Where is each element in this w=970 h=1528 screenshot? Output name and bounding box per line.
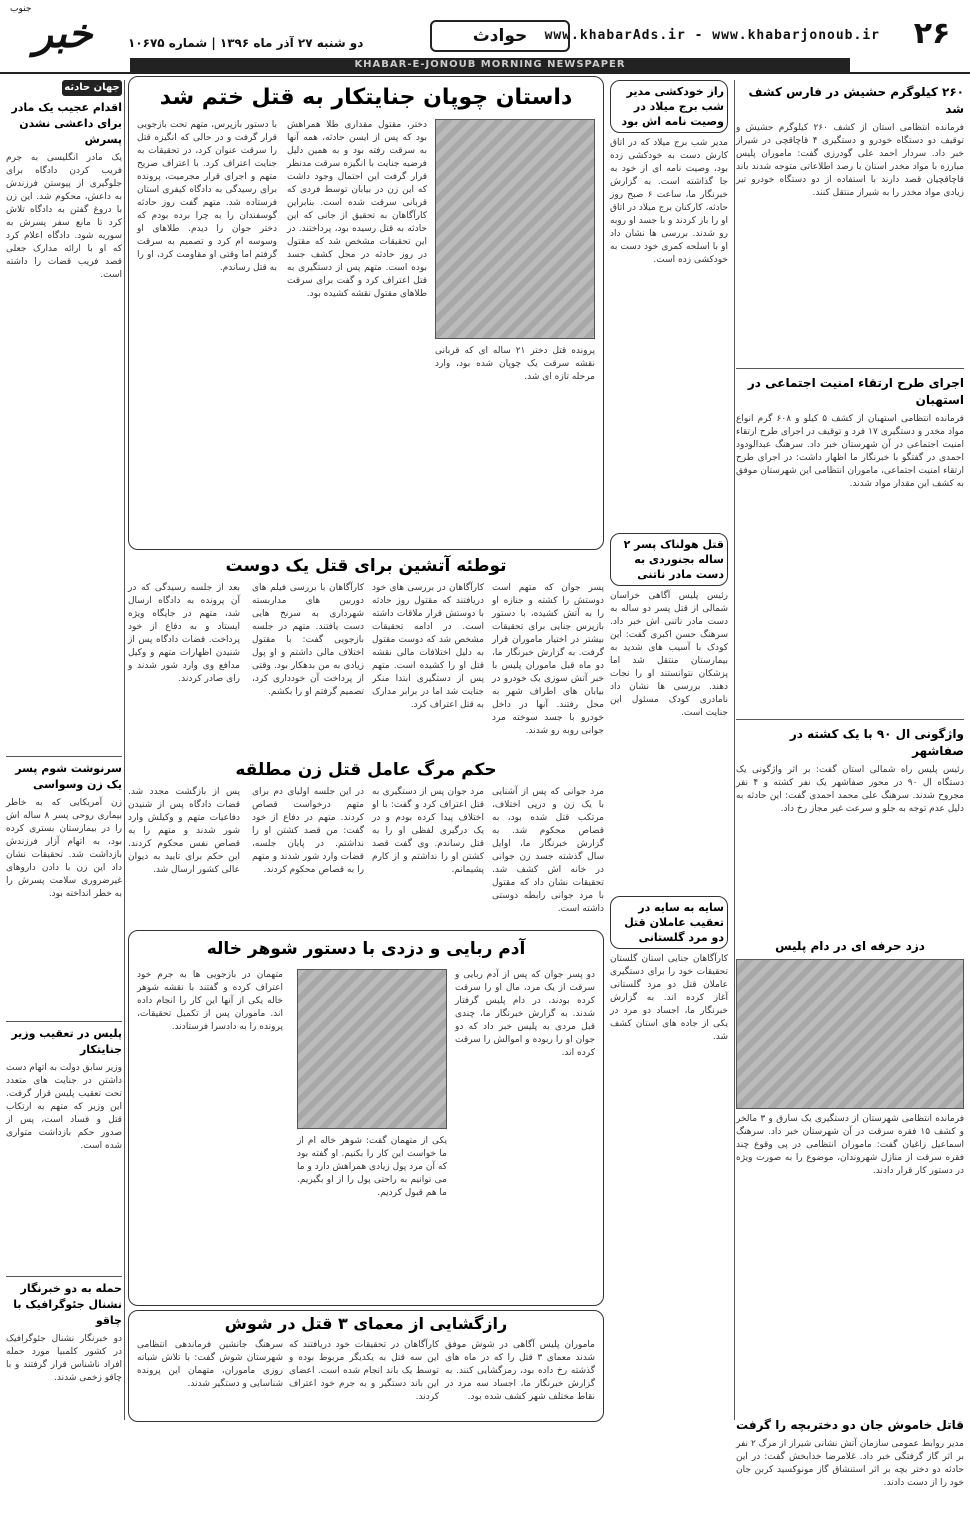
headline-milad: راز خودکشی مدیر شب برج میلاد در وصیت نامه اش بود: [610, 80, 728, 133]
page-number: ۲۶: [913, 16, 951, 51]
hokm-col2: مرد جوان پس از دستگیری به قتل اعتراف کرد و گفت: با او اختلاف پیدا کرده بودم و در یک درگیری لفظی او را به قتل رساندم. وی گفت قصد کشتن او را نداشتم و از کارم پشیمانم.: [372, 787, 484, 875]
raz-col1: ماموران پلیس آگاهی در شوش موفق شدند معمای ۳ قتل را که در ماه های گذشته رخ داده بود، رمزگشایی کنند. به گزارش خبرنگار ما، اجساد سه مرد در نقاط مختلف شهر کشف شده بود.: [445, 1340, 596, 1402]
hokm-story: [128, 756, 604, 928]
totale-story: [128, 552, 604, 752]
adam-headline: آدم ربایی و دزدی با دستور شوهر خاله: [206, 939, 526, 959]
page-header: [0, 0, 970, 74]
website-urls[interactable]: www.khabarAds.ir - www.khabarjonoub.ir: [544, 28, 880, 43]
main-caption: پرونده قتل دختر ۲۱ ساله ای که قربانی نقشه سرقت یک چوپان شده بود، وارد مرحله تازه ای شد.: [435, 346, 595, 382]
headline-obsessive: سرنوشت شوم پسر یک زن وسواسی: [15, 762, 122, 791]
section-title: حوادث: [430, 20, 570, 52]
totale-col1: پسر جوان که متهم است دوستش را کشته و جنازه او را به آتش کشیده، با دستور بازپرس جنایی برای تحقیقات بیشتر در اختیار ماموران قرار گرفت. به گزارش خبرنگار ما، دو ماه قبل ماموران پلیس با خبر آتش سوزی یک خودرو در بیابان های اطراف شهر به محل رفتند. آنها در داخل خودرو با جسد سوخته مرد جوانی روبه رو شدند.: [492, 583, 604, 736]
headline-natgeo: حمله به دو خبرنگار نشنال جئوگرافیک با چاقو: [13, 1282, 122, 1327]
hokm-headline: حکم مرگ عامل قتل زن مطلقه: [235, 760, 497, 780]
text-minister: وزیر سابق دولت به اتهام دست داشتن در جنایت های متعدد تحت تعقیب پلیس قرار گرفت. این وزیر که متهم به ارتکاب قتل و فساد است، پس از صدور حکم بازداشت متواری شده است.: [6, 1063, 122, 1151]
raz-col3: سرهنگ جانشین فرماندهی انتظامی شهرستان شوش گفت: با تلاش شبانه روزی ماموران، متهمان این پرونده شناسایی و دستگیر شدند.: [137, 1340, 283, 1389]
thief-photo: [736, 959, 964, 1109]
totale-col3: کارآگاهان با بررسی فیلم های دوربین های مداربسته شهرداری به سرنخ هایی دست یافتند. متهم در جلسه بازجویی گفت: با مقتول اختلاف مالی داشتم و او پول زیادی به من بدهکار بود. وقتی از پرداخت آن خودداری کرد، تصمیم گرفتم او را بکشم.: [252, 583, 364, 697]
adam-col2: یکی از متهمان گفت: شوهر خاله ام از ما خواست این کار را بکنیم. او گفته بود که آن مرد پول زیادی همراهش دارد و ما می توانیم به راحتی پول را از او بگیریم. ما هم قبول کردیم.: [297, 1136, 447, 1198]
hokm-col1: مرد جوانی که پس از آشنایی با یک زن و درپی اختلاف، مرتکب قتل شده بود، به قصاص محکوم شد. به گزارش خبرنگار ما، اوایل سال گذشته جسد زن جوانی در خانه اش کشف شد. تحقیقات نشان داد که مقتول با مرد جوانی رابطه دوستی داشته است.: [492, 787, 604, 914]
headline-hashish: ۲۶۰ کیلوگرم حشیش در فارس کشف شد: [748, 85, 964, 116]
totale-col2: کارآگاهان در بررسی های خود دریافتند که مقتول روز حادثه با دوستش قرار ملاقات داشته است. در ادامه تحقیقات مشخص شد که دوست مقتول به دلیل اختلافات مالی نقشه قتل او را کشیده است. متهم پس از دستگیری ابتدا منکر جنایت شد اما در برابر مدارک به قتل اعتراف کرد.: [372, 583, 484, 710]
headline-golestan: سایه به سایه در تعقیب عاملان قتل دو مرد گلستانی: [610, 896, 728, 949]
headline-minister: پلیس در تعقیب وزیر جنایتکار: [11, 1027, 122, 1056]
main-headline: داستان چوپان جنایتکار به قتل ختم شد: [159, 85, 573, 110]
text-golestan: کارآگاهان جنایی استان گلستان تحقیقات خود را برای دستگیری عاملان قتل دو مرد گلستانی آغاز کرده اند. به گزارش خبرنگار ما، اجساد دو مرد در یکی از جاده های استان کشف شد.: [610, 954, 728, 1042]
main-text-col1: دختر، مقتول مقداری طلا همراهش بود که پس از ایسن حادثه، همه آنها به سرقت رفته بود و به همین دلیل فرضیه جنایت با انگیزه سرقت مدنظر قرار گرفت این احتمال وجود داشت که این زن در بیابان توسط فردی که قربانی سرقت شده است. بنابراین کارآگاهان به تحقیق از جانی که این حادثه به قتل رسیده بود، پرداختند. در این تحقیقات مشخص شد که مقتول در روز حادثه در محل کشف جسد بوده است. متهم پس از دستگیری به قتل اعتراف کرد و گفت برای سرقت طلاهای مقتول نقشه کشیده بود.: [287, 120, 427, 299]
middle-column: [610, 80, 728, 1420]
adam-story-box: [128, 930, 604, 1306]
text-bojnurd: رئیس پلیس آگاهی خراسان شمالی از قتل پسر دو ساله به دست مادر ناتنی اش خبر داد. سرهنگ حسن اکبری گفت: این کودک با آسیب های شدید به بیمارستان منتقل شد اما پزشکان نتوانستند او را نجات دهند. بررسی ها نشان داد نامادری کودک مسئول این جنایت است.: [610, 591, 728, 718]
adam-col1: دو پسر جوان که پس از آدم ربایی و سرقت از یک مرد، مال او را سرقت کرده بودند، در دام پلیس گرفتار شدند. به گزارش خبرنگار ما، چندی قبل مردی به پلیس خبر داد که دو جوان او را ربوده و اموالش را سرقت کرده اند.: [455, 970, 595, 1058]
headline-bojnurd: قتل هولناک پسر ۲ ساله بجنوردی به دست مادر ناتنی: [610, 533, 728, 586]
main-text-col2: با دستور بازپرس، متهم تحت بازجویی قرار گرفت و در حالی که انگیزه قتل را سرقت عنوان کرد، در تحقیقات به جنایت اعتراف کرد. با اعتراف صریح متهم و اجرای قرار مجرمیت، پرونده برای رسیدگی به دادگاه کیفری استان فرستاده شد. متهم گفت روز حادثه گوسفندان را به چرا برده بودم که دختر جوان را دیدم. طلاهای او وسوسه ام کرد و تصمیم به سرقت گرفتم اما وقتی او مقاومت کرد، او را به قتل رساندم.: [137, 120, 277, 273]
right-column: [736, 80, 965, 1488]
issue-dateline: دو شنبه ۲۷ آذر ماه ۱۳۹۶ | شماره ۱۰۶۷۵: [128, 36, 364, 50]
hokm-col4: پس از بازگشت مجدد شد. قضات دادگاه پس از شنیدن دفاعیات متهم و وکیلش وارد شور شدند و متهم را به قصاص نفس محکوم کردند. این حکم برای تایید به دیوان عالی کشور ارسال شد.: [128, 787, 240, 875]
text-hashish: فرمانده انتظامی استان از کشف ۲۶۰ کیلوگرم حشیش و توقیف دو دستگاه خودرو و دستگیری ۴ قاچاقچی در شیراز خبر داد. سردار احمد علی گودرزی گفت: ماموران پلیس مبارزه با مواد مخدر استان با رصد اطلاعاتی متوجه شدند باند قاچاقچیان قصد دارند با استفاده از دو دستگاه خودرو تیر زیادی مواد مخدر را به شیراز منتقل کنند.: [736, 123, 964, 198]
adam-col3: متهمان در بازجویی ها به جرم خود اعتراف کرده و گفتند با نقشه شوهر خاله یکی از آنها این کار را انجام داده اند. ماموران پس از تکمیل تحقیقات، پرونده را به دادسرا فرستادند.: [137, 970, 283, 1032]
headline-l90-crash: واژگونی ال ۹۰ با یک کشته در صفاشهر: [789, 727, 964, 758]
left-column: [6, 80, 122, 1420]
headline-gas: قاتل خاموش جان دو دختربچه را گرفت: [736, 1418, 964, 1432]
raz-col2: کارآگاهان در تحقیقات خود دریافتند که این سه قتل به یکدیگر مربوط بوده و توسط یک باند انجام شده است. اعضای این باند دستگیر و به جرم خود اعتراف کردند.: [289, 1340, 439, 1402]
text-thief: فرمانده انتظامی شهرستان از دستگیری یک سارق و ۳ مالخر و کشف ۱۵ فقره سرقت در آن شهرستان خبر داد. سرهنگ اسماعیل زاغیان گفت: ماموران انتظامی در پی وقوع چند فقره سرقت از منازل شهروندان، موضوع را به صورت ویژه در دستور کار قرار دادند.: [736, 1114, 965, 1176]
section-tag-world: جهان حادثه: [62, 80, 122, 96]
newspaper-logo: خبر: [33, 10, 93, 57]
headline-estahban: اجرای طرح ارتقاء امنیت اجتماعی در استهبان: [747, 376, 964, 407]
logo-subtitle: جنوب: [10, 4, 32, 14]
raz-headline: رازگشایی از معمای ۳ قتل در شوش: [224, 1314, 508, 1333]
text-gas: مدیر روابط عمومی سازمان آتش نشانی شیراز از مرگ ۲ نفر بر اثر گاز گرفتگی خبر داد. غلامرضا خدابخش گفت: در این حادثه دو دختر بچه بر اثر استنشاق گاز مونوکسید کربن جان خود را از دست دادند.: [736, 1439, 965, 1488]
headline-thief: دزد حرفه ای در دام پلیس: [775, 939, 925, 953]
headline-mother: اقدام عجیب یک مادر برای داعشی نشدن پسرش: [11, 101, 122, 146]
text-milad: مدیر شب برج میلاد که در اتاق کارش دست به خودکشی زده بود، وصیت نامه ای از خود به جا گذاشته است. به گزارش خبرنگار ما، ساعت ۶ صبح روز حادثه، کارکنان برج میلاد در اتاق او را باز کردند و با جسد او روبه رو شدند. بررسی ها نشان داد او با اسلحه کمری خود دست به خودکشی زده است.: [610, 138, 728, 265]
main-photo: [435, 119, 595, 339]
text-mother: یک مادر انگلیسی به جرم فریب کردن دادگاه برای جلوگیری از پیوستن فرزندش به داعش، محکوم شد. این زن با دروغ گفتن به دادگاه تلاش کرد تا مانع سفر پسرش به سوریه شود. دادگاه اعلام کرد که او با ارائه مدارک جعلی قصد فریب قضات را داشته است.: [6, 153, 122, 280]
text-natgeo: دو خبرنگار نشنال جئوگرافیک در کشور کلمبیا مورد حمله افراد ناشناس قرار گرفتند و با چاقو زخمی شدند.: [6, 1334, 122, 1383]
totale-headline: توطئه آتشین برای قتل یک دوست: [225, 556, 507, 576]
newspaper-banner: KHABAR-E-JONOUB MORNING NEWSPAPER: [130, 58, 850, 72]
totale-col4: بعد از جلسه رسیدگی که در آن پرونده به دادگاه ارسال شد، متهم در جایگاه ویژه ایستاد و به دفاع از خود پرداخت. قضات دادگاه پس از شنیدن اظهارات متهم و وکیل مدافع وی وارد شور شدند و رای صادر کردند.: [128, 583, 240, 684]
main-story-box: [128, 76, 604, 550]
text-l90-crash: رئیس پلیس راه شمالی استان گفت: بر اثر واژگونی یک دستگاه ال ۹۰ در محور صفاشهر یک نفر کشته و ۴ نفر مجروح شدند. سرهنگ علی محمد احمدی گفت: این حادثه به دلیل عدم توجه به جلو و سرعت غیر مجاز رخ داد.: [736, 765, 964, 814]
text-estahban: فرمانده انتظامی استهبان از کشف ۵ کیلو و ۶۰۸ گرم انواع مواد مخدر و دستگیری ۱۷ فرد و توقیف در اجرای طرح ارتقاء امنیت اجتماعی در آن شهرستان خبر داد. سرهنگ عبدالودود احمدی در گفتگو با خبرنگار ما اظهار داشت: در اجرای طرح ارتقاء امنیت اجتماعی، ماموران انتظامی این شهرستان موفق به کشف این مقدار مواد شدند.: [736, 414, 964, 489]
hokm-col3: در این جلسه اولیای دم برای متهم درخواست قصاص کردند. متهم در دفاع از خود گفت: من قصد کشتن او را نداشتم. در پایان جلسه، قضات وارد شور شدند و متهم را به قصاص محکوم کردند.: [252, 787, 364, 875]
adam-photo: [297, 969, 447, 1129]
text-obsessive: زن آمریکایی که به خاطر بیماری روحی پسر ۸ ساله اش را در بیمارستان بستری کرده بود، به اتهام آزار فرزندش بازداشت شد. تحقیقات نشان داد این زن با دادن داروهای غیرضروری سلامت پسرش را به خطر انداخته بود.: [6, 798, 122, 899]
raz-story-box: [128, 1310, 604, 1422]
